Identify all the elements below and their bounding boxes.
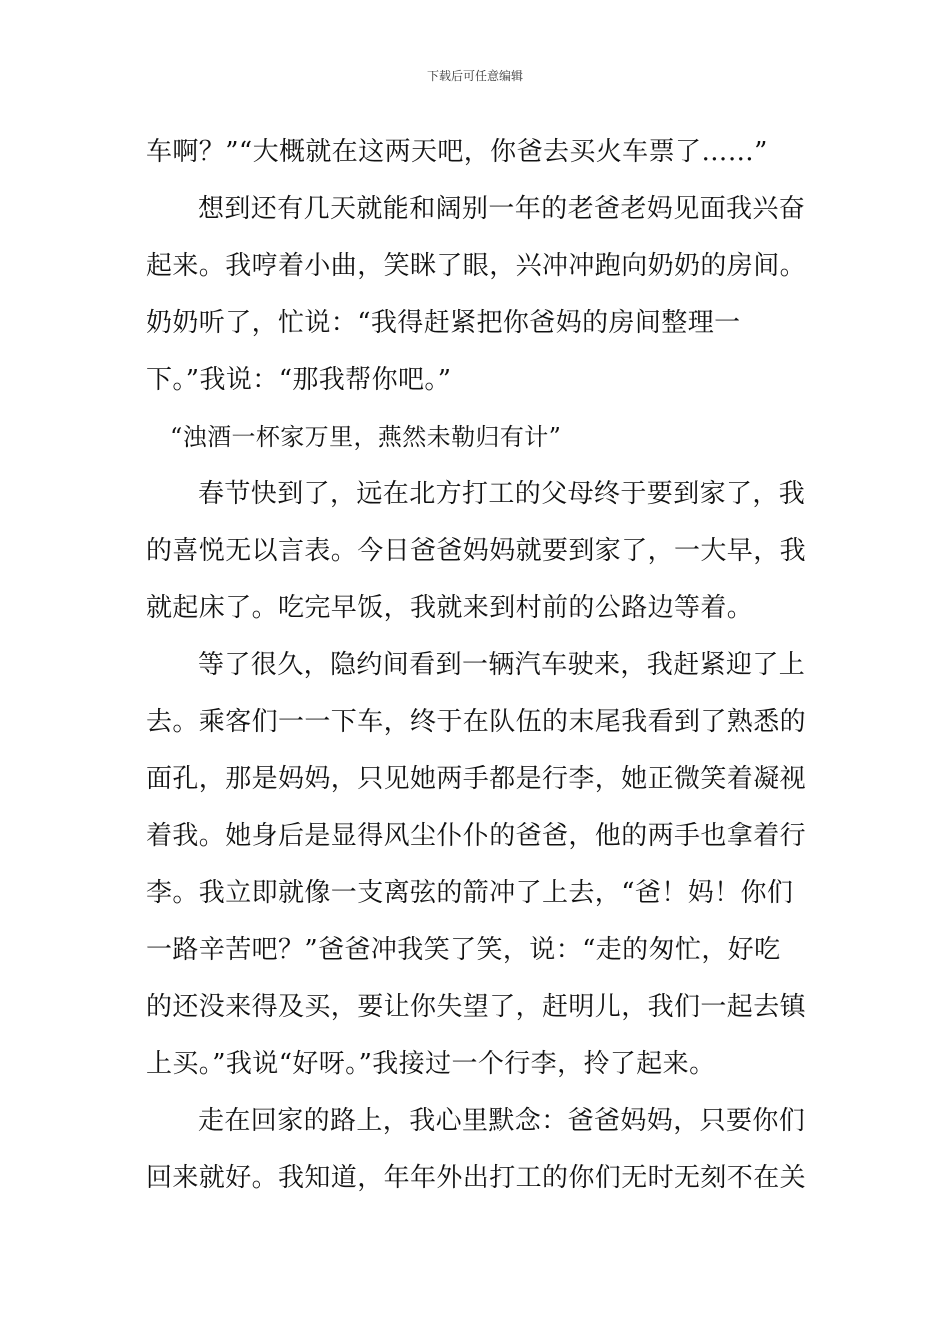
paragraph-1: 车啊？”“大概就在这两天吧，你爸去买火车票了……” (146, 137, 768, 167)
document-body (146, 124, 806, 1207)
paragraph-3: 春节快到了，远在北方打工的父母终于要到家了，我 的喜悦无以言表。今日爸爸妈妈就要到家了，一大早，我 就起床了。吃完早饭，我就来到村前的公路边等着。 (146, 479, 807, 623)
paragraph-4: 等了很久，隐约间看到一辆汽车驶来，我赶紧迎了上 去。乘客们一一下车，终于在队伍的末尾我看到了熟悉的 面孔，那是妈妈，只见她两手都是行李，她正微笑着凝视 着我。她身后是显得风尘仆仆的爸爸，他的两手也拿着行 李。我立即就像一支离弦的箭冲了上去，“爸！妈！你们 一路辛苦吧？”爸爸冲我笑了笑，说：“走的匆忙，好吃 的还没来得及买，要让你失望了，赶明儿，我们一起去镇 上买。”我说“好呀。”我接过一个行李，拎了起来。 (146, 650, 807, 1079)
page-header: 下载后可任意编辑 (426, 69, 523, 83)
paragraph-5: 走在回家的路上，我心里默念：爸爸妈妈，只要你们 回来就好。我知道，年年外出打工的你们无时无刻不在关 (146, 1106, 807, 1193)
paragraph-poem: “浊酒一杯家万里，燕然未勒归有计” (170, 423, 562, 451)
paragraph-2: 想到还有几天就能和阔别一年的老爸老妈见面我兴奋 起来。我哼着小曲，笑眯了眼，兴冲冲跑向奶奶的房间。 奶奶听了，忙说：“我得赶紧把你爸妈的房间整理一 下。”我说：“那我帮你吧。” (146, 194, 807, 395)
